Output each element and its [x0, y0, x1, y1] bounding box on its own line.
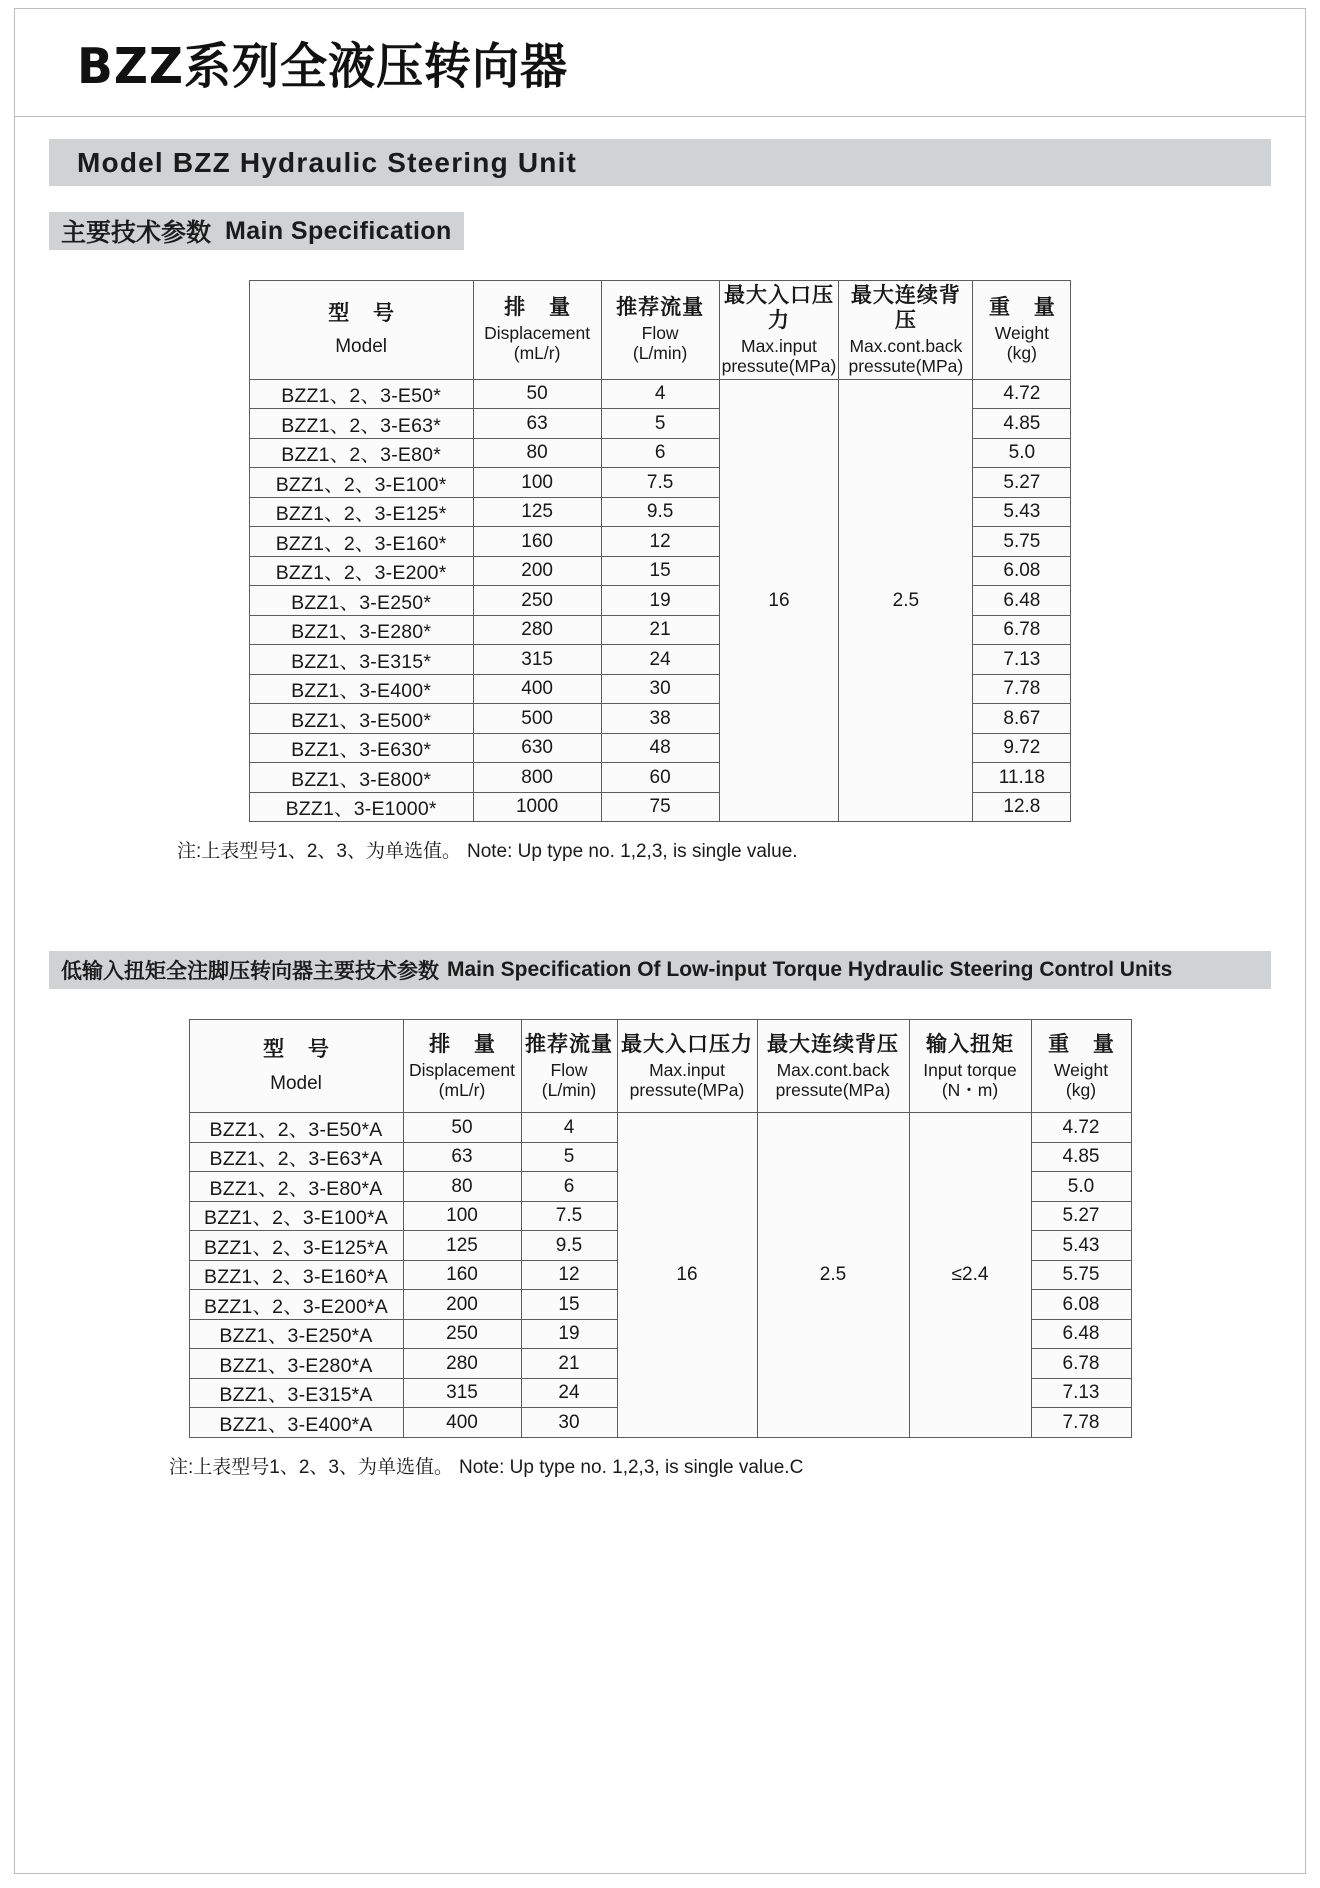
- col-header-max-back-pressure: [757, 1020, 909, 1113]
- cell-displacement: 280: [473, 615, 601, 645]
- cell-displacement: 280: [403, 1349, 521, 1379]
- cell-model: BZZ1、3-E1000*: [249, 792, 473, 822]
- cell-displacement: 630: [473, 733, 601, 763]
- cell-weight: 7.13: [1031, 1378, 1131, 1408]
- table-header-row: [189, 1020, 1131, 1113]
- cell-model: BZZ1、3-E400*A: [189, 1408, 403, 1438]
- cell-weight: 11.18: [973, 763, 1071, 793]
- cell-displacement: 315: [403, 1378, 521, 1408]
- content-area: [15, 139, 1305, 1479]
- cell-weight: 4.72: [973, 379, 1071, 409]
- cell-weight: 7.13: [973, 645, 1071, 675]
- cell-displacement: 100: [403, 1201, 521, 1231]
- cell-model: BZZ1、2、3-E125*: [249, 497, 473, 527]
- cell-weight: 5.27: [1031, 1201, 1131, 1231]
- cell-weight: 4.85: [973, 409, 1071, 439]
- section1-banner-en: Main Specification: [225, 216, 452, 245]
- cell-weight: 5.27: [973, 468, 1071, 498]
- cell-displacement: 800: [473, 763, 601, 793]
- cell-flow: 6: [601, 438, 719, 468]
- section2-banner: [49, 951, 1271, 989]
- col-header-weight-en: Weight: [994, 323, 1049, 344]
- col-header-max-input-pressure-en: Max.input: [741, 335, 817, 356]
- cell-model: BZZ1、2、3-E63*A: [189, 1142, 403, 1172]
- cell-displacement: 500: [473, 704, 601, 734]
- col-header-max-input-pressure-cn: 最大入口压力: [621, 1032, 753, 1056]
- col-header-input-torque-cn: 输入扭矩: [926, 1032, 1014, 1056]
- page-title: BZZ系列全液压转向器: [77, 37, 568, 95]
- col-header-flow-cn: 推荐流量: [616, 296, 705, 320]
- section1-banner: [49, 212, 464, 250]
- cell-flow: 9.5: [601, 497, 719, 527]
- cell-displacement: 125: [403, 1231, 521, 1261]
- table-row: [249, 379, 1071, 409]
- cell-weight: 6.78: [973, 615, 1071, 645]
- cell-flow: 24: [521, 1378, 617, 1408]
- col-header-model: [249, 281, 473, 380]
- cell-model: BZZ1、3-E250*A: [189, 1319, 403, 1349]
- col-header-displacement-cn: 排 量: [429, 1032, 504, 1056]
- col-header-max-back-pressure-cn: 最大连续背压: [767, 1032, 899, 1056]
- col-header-displacement: [473, 281, 601, 380]
- cell-flow: 12: [521, 1260, 617, 1290]
- col-header-weight-cn: 重 量: [988, 296, 1064, 320]
- col-header-flow-en: Flow: [641, 323, 679, 344]
- cell-flow: 30: [601, 674, 719, 704]
- cell-flow: 24: [601, 645, 719, 675]
- cell-weight: 7.78: [1031, 1408, 1131, 1438]
- col-header-input-torque-en: Input torque: [923, 1059, 1017, 1080]
- cell-weight: 4.85: [1031, 1142, 1131, 1172]
- col-header-max-input-pressure: [617, 1020, 757, 1113]
- cell-model: BZZ1、2、3-E80*A: [189, 1172, 403, 1202]
- cell-weight: 5.75: [1031, 1260, 1131, 1290]
- col-header-weight-cn: 重 量: [1048, 1032, 1123, 1056]
- table-header-row: [249, 281, 1071, 380]
- cell-displacement: 1000: [473, 792, 601, 822]
- cell-model: BZZ1、3-E500*: [249, 704, 473, 734]
- cell-flow: 15: [521, 1290, 617, 1320]
- col-header-model: [189, 1020, 403, 1113]
- cell-weight: 5.0: [1031, 1172, 1131, 1202]
- cell-flow: 7.5: [521, 1201, 617, 1231]
- cell-displacement: 200: [403, 1290, 521, 1320]
- col-header-max-back-pressure-unit: pressute(MPa): [775, 1079, 891, 1100]
- cell-model: BZZ1、2、3-E100*: [249, 468, 473, 498]
- section1-table-block: [49, 280, 1271, 822]
- cell-model: BZZ1、2、3-E80*: [249, 438, 473, 468]
- main-specification-table-body: [249, 379, 1071, 822]
- cell-model: BZZ1、2、3-E200*A: [189, 1290, 403, 1320]
- col-header-flow-unit: (L/min): [632, 343, 688, 364]
- cell-displacement: 63: [403, 1142, 521, 1172]
- col-header-displacement-en: Displacement: [484, 323, 591, 344]
- col-header-displacement-unit: (mL/r): [513, 343, 561, 364]
- cell-model: BZZ1、2、3-E63*: [249, 409, 473, 439]
- cell-model: BZZ1、2、3-E100*A: [189, 1201, 403, 1231]
- cell-weight: 5.43: [973, 497, 1071, 527]
- cell-flow: 4: [521, 1113, 617, 1143]
- col-header-max-back-pressure: [839, 281, 973, 380]
- section-spacer: [49, 863, 1271, 927]
- cell-max-input-pressure: 16: [719, 379, 839, 822]
- cell-max-back-pressure: 2.5: [757, 1113, 909, 1438]
- cell-weight: 6.08: [1031, 1290, 1131, 1320]
- col-header-max-input-pressure-unit: pressute(MPa): [721, 355, 837, 376]
- cell-displacement: 80: [403, 1172, 521, 1202]
- document-page: [14, 8, 1306, 1874]
- cell-displacement: 250: [403, 1319, 521, 1349]
- cell-flow: 21: [601, 615, 719, 645]
- product-banner-label: Model BZZ Hydraulic Steering Unit: [77, 146, 578, 178]
- cell-weight: 7.78: [973, 674, 1071, 704]
- cell-weight: 6.08: [973, 556, 1071, 586]
- cell-displacement: 250: [473, 586, 601, 616]
- cell-flow: 75: [601, 792, 719, 822]
- cell-displacement: 100: [473, 468, 601, 498]
- cell-flow: 60: [601, 763, 719, 793]
- cell-weight: 6.78: [1031, 1349, 1131, 1379]
- cell-model: BZZ1、3-E400*: [249, 674, 473, 704]
- cell-model: BZZ1、2、3-E200*: [249, 556, 473, 586]
- cell-weight: 9.72: [973, 733, 1071, 763]
- section2-note: [49, 1452, 1271, 1479]
- cell-weight: 8.67: [973, 704, 1071, 734]
- cell-displacement: 160: [403, 1260, 521, 1290]
- col-header-weight-unit: (kg): [1006, 343, 1037, 364]
- section2-banner-en: Main Specification Of Low-input Torque Hydraulic Steering Control Units: [447, 958, 1173, 982]
- cell-model: BZZ1、3-E280*A: [189, 1349, 403, 1379]
- cell-flow: 48: [601, 733, 719, 763]
- cell-weight: 5.75: [973, 527, 1071, 557]
- col-header-weight: [1031, 1020, 1131, 1113]
- cell-displacement: 160: [473, 527, 601, 557]
- cell-weight: 4.72: [1031, 1113, 1131, 1143]
- cell-model: BZZ1、3-E800*: [249, 763, 473, 793]
- col-header-max-back-pressure-en: Max.cont.back: [776, 1059, 890, 1080]
- cell-model: BZZ1、3-E250*: [249, 586, 473, 616]
- section2-banner-cn: 低输入扭矩全注脚压转向器主要技术参数: [61, 960, 439, 984]
- cell-input-torque: ≤2.4: [909, 1113, 1031, 1438]
- col-header-displacement: [403, 1020, 521, 1113]
- cell-flow: 4: [601, 379, 719, 409]
- cell-flow: 5: [601, 409, 719, 439]
- cell-model: BZZ1、3-E630*: [249, 733, 473, 763]
- cell-weight: 6.48: [973, 586, 1071, 616]
- cell-displacement: 125: [473, 497, 601, 527]
- col-header-flow-cn: 推荐流量: [525, 1032, 613, 1056]
- product-banner: [49, 139, 1271, 186]
- cell-flow: 19: [521, 1319, 617, 1349]
- cell-weight: 12.8: [973, 792, 1071, 822]
- cell-model: BZZ1、2、3-E50*A: [189, 1113, 403, 1143]
- low-torque-specification-table-body: [189, 1113, 1131, 1438]
- main-specification-table: [249, 280, 1072, 822]
- section2-note-cn: 注:上表型号1、2、3、为单选值。: [169, 1456, 453, 1478]
- col-header-input-torque-unit: (N・m): [941, 1079, 999, 1100]
- section2-table-block: [49, 1019, 1271, 1438]
- section1-note-en: Note: Up type no. 1,2,3, is single value.: [466, 841, 798, 863]
- col-header-model-cn: 型 号: [328, 301, 404, 325]
- col-header-flow: [601, 281, 719, 380]
- col-header-max-back-pressure-cn: 最大连续背压: [850, 284, 961, 332]
- col-header-weight-unit: (kg): [1065, 1079, 1097, 1100]
- col-header-displacement-en: Displacement: [408, 1059, 516, 1080]
- cell-max-input-pressure: 16: [617, 1113, 757, 1438]
- col-header-max-back-pressure-en: Max.cont.back: [849, 335, 963, 356]
- cell-model: BZZ1、2、3-E50*: [249, 379, 473, 409]
- cell-displacement: 400: [403, 1408, 521, 1438]
- col-header-displacement-unit: (mL/r): [438, 1079, 486, 1100]
- section1-note: [49, 836, 1271, 863]
- cell-displacement: 50: [403, 1113, 521, 1143]
- cell-weight: 5.0: [973, 438, 1071, 468]
- cell-flow: 15: [601, 556, 719, 586]
- col-header-weight-en: Weight: [1053, 1059, 1109, 1080]
- cell-displacement: 200: [473, 556, 601, 586]
- col-header-flow-en: Flow: [550, 1059, 588, 1080]
- low-torque-specification-table: [189, 1019, 1132, 1438]
- cell-model: BZZ1、3-E280*: [249, 615, 473, 645]
- cell-flow: 21: [521, 1349, 617, 1379]
- cell-displacement: 400: [473, 674, 601, 704]
- col-header-max-input-pressure-unit: pressute(MPa): [629, 1079, 745, 1100]
- cell-flow: 12: [601, 527, 719, 557]
- masthead: [15, 9, 1305, 117]
- cell-model: BZZ1、2、3-E125*A: [189, 1231, 403, 1261]
- col-header-model-en: Model: [270, 1072, 322, 1094]
- section1-note-cn: 注:上表型号1、2、3、为单选值。: [177, 841, 461, 863]
- cell-flow: 7.5: [601, 468, 719, 498]
- cell-model: BZZ1、3-E315*A: [189, 1378, 403, 1408]
- table-row: [189, 1113, 1131, 1143]
- cell-displacement: 63: [473, 409, 601, 439]
- col-header-weight: [973, 281, 1071, 380]
- col-header-flow-unit: (L/min): [541, 1079, 597, 1100]
- cell-displacement: 50: [473, 379, 601, 409]
- cell-max-back-pressure: 2.5: [839, 379, 973, 822]
- section2-note-en: Note: Up type no. 1,2,3, is single value.C: [458, 1456, 804, 1478]
- cell-weight: 6.48: [1031, 1319, 1131, 1349]
- col-header-input-torque: [909, 1020, 1031, 1113]
- cell-model: BZZ1、3-E315*: [249, 645, 473, 675]
- cell-flow: 38: [601, 704, 719, 734]
- col-header-max-back-pressure-unit: pressute(MPa): [848, 355, 964, 376]
- col-header-max-input-pressure-cn: 最大入口压力: [723, 284, 834, 332]
- col-header-max-input-pressure: [719, 281, 839, 380]
- col-header-model-cn: 型 号: [263, 1037, 338, 1061]
- cell-model: BZZ1、2、3-E160*A: [189, 1260, 403, 1290]
- cell-flow: 9.5: [521, 1231, 617, 1261]
- cell-model: BZZ1、2、3-E160*: [249, 527, 473, 557]
- cell-flow: 19: [601, 586, 719, 616]
- cell-displacement: 315: [473, 645, 601, 675]
- cell-flow: 5: [521, 1142, 617, 1172]
- cell-displacement: 80: [473, 438, 601, 468]
- col-header-max-input-pressure-en: Max.input: [649, 1059, 725, 1080]
- col-header-displacement-cn: 排 量: [504, 296, 580, 320]
- cell-flow: 30: [521, 1408, 617, 1438]
- section1-banner-cn: 主要技术参数: [61, 219, 212, 247]
- cell-flow: 6: [521, 1172, 617, 1202]
- col-header-model-en: Model: [335, 336, 387, 358]
- cell-weight: 5.43: [1031, 1231, 1131, 1261]
- col-header-flow: [521, 1020, 617, 1113]
